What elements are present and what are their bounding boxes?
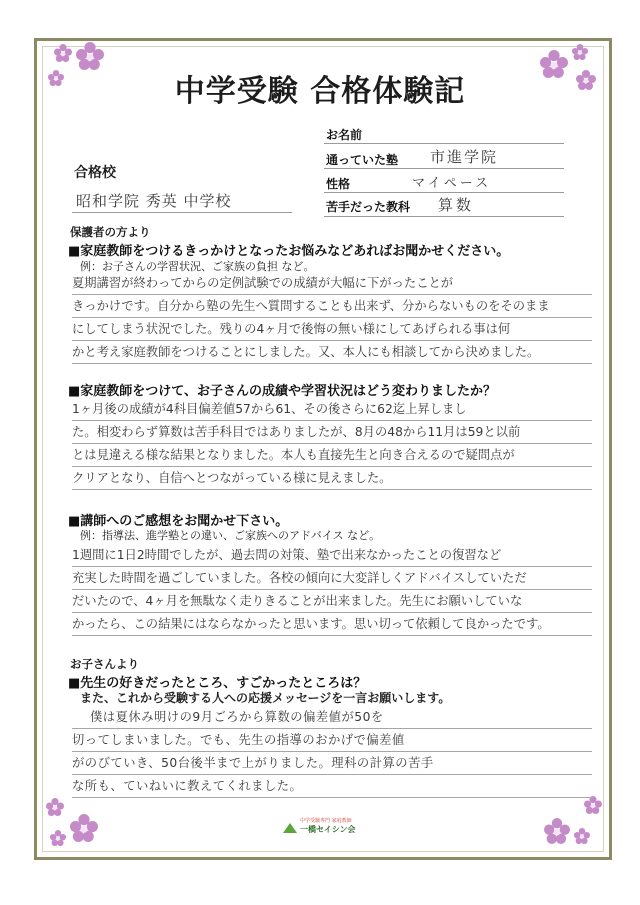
answer-line: かったら、この結果にはならなかったと思います。思い切って依頼して良かったです。 <box>72 613 592 636</box>
q4-answer <box>72 706 592 798</box>
brand-name: 一橋セイシン会 <box>300 825 356 834</box>
answer-line: 夏期講習が終わってからの定例試験での成績が大幅に下がったことが <box>72 272 592 295</box>
personality-underline <box>324 192 564 193</box>
answer-line: とは見違える様な結果となりました。本人も直接先生と向き合えるので疑問点が <box>72 444 592 467</box>
child-section-label: お子さんより <box>70 657 139 671</box>
personality-value: マイペース <box>412 176 492 191</box>
flower-icon <box>50 830 66 846</box>
weak-subject-underline <box>324 216 564 217</box>
flower-icon <box>54 44 72 62</box>
q4-question-sub: また、これから受験する人への応援メッセージを一言お願いします。 <box>80 691 451 705</box>
brand-tagline: 中学受験専門 家庭教師 <box>300 818 352 824</box>
logo-mark-icon <box>282 821 298 835</box>
weak-subject-label: 苦手だった教科 <box>326 200 411 214</box>
answer-line: た。相変わらず算数は苦手科目ではありましたが、8月の48から11月は59と以前 <box>72 421 592 444</box>
flower-icon <box>70 814 98 842</box>
personality-label: 性格 <box>326 177 351 191</box>
flower-icon <box>584 796 602 814</box>
q1-example: 例：お子さんの学習状況、ご家族の負担 など。 <box>80 260 315 273</box>
answer-line: かと考え家庭教師をつけることにしました。又、本人にも相談してから決めました。 <box>72 341 592 364</box>
q2-question: ■家庭教師をつけて、お子さんの成績や学習状況はどう変わりましたか？ <box>68 384 497 399</box>
name-underline <box>324 143 564 144</box>
answer-line: クリアとなり、自信へとつながっている様に見えました。 <box>72 467 592 490</box>
flower-icon <box>572 44 588 60</box>
parent-section-label: 保護者の方より <box>70 225 151 239</box>
answer-line: だいたので、4ヶ月を無駄なく走りきることが出来ました。先生にお願いしていな <box>72 590 592 613</box>
q3-example: 例：指導法、進学塾との違い、ご家族へのアドバイス など。 <box>80 529 381 542</box>
passed-school-value: 昭和学院 秀英 中学校 <box>76 192 232 210</box>
answer-line: な所も、ていねいに教えてくれました。 <box>72 775 592 798</box>
q2-answer <box>72 398 592 490</box>
answer-line: 1ヶ月後の成績が4科目偏差値57から61、その後さらに62迄上昇しまし <box>72 398 592 421</box>
q4-question: ■先生の好きだったところ、すごかったところは？ <box>68 676 367 691</box>
school-underline <box>324 168 564 169</box>
flower-icon <box>574 828 590 844</box>
q1-answer <box>72 272 592 364</box>
answer-line: 切ってしまいました。でも、先生の指導のおかげで偏差値 <box>72 729 592 752</box>
passed-school-label: 合格校 <box>74 165 116 181</box>
page-title: 中学受験 合格体験記 <box>174 74 466 109</box>
weak-subject-value: 算数 <box>438 196 475 214</box>
passed-school-underline <box>72 212 292 213</box>
q1-question: ■家庭教師をつけるきっかけとなったお悩みなどあればお聞かせください。 <box>68 244 510 259</box>
flower-icon <box>544 818 570 844</box>
q3-question: ■講師へのご感想をお聞かせ下さい。 <box>68 514 289 529</box>
answer-line: にしてしまう状況でした。残りの4ヶ月で後悔の無い様にしてあげられる事は何 <box>72 318 592 341</box>
answer-line: きっかけです。自分から塾の先生へ質問することも出来ず、分からないものをそのまま <box>72 295 592 318</box>
flower-icon <box>46 798 64 816</box>
school-value: 市進学院 <box>430 148 499 166</box>
brand-logo <box>280 815 380 839</box>
answer-line: がのびていき、50台後半まで上がりました。理科の計算の苦手 <box>72 752 592 775</box>
q3-answer <box>72 544 592 636</box>
school-label: 通っていた塾 <box>326 153 399 167</box>
name-label: お名前 <box>326 128 363 142</box>
answer-line: 1週間に1日2時間でしたが、過去問の対策、塾で出来なかったことの復習など <box>72 544 592 567</box>
answer-line: 充実した時間を過ごしていました。各校の傾向に大変詳しくアドバイスしていただ <box>72 567 592 590</box>
answer-line: 僕は夏休み明けの9月ごろから算数の偏差値が50を <box>72 706 592 729</box>
